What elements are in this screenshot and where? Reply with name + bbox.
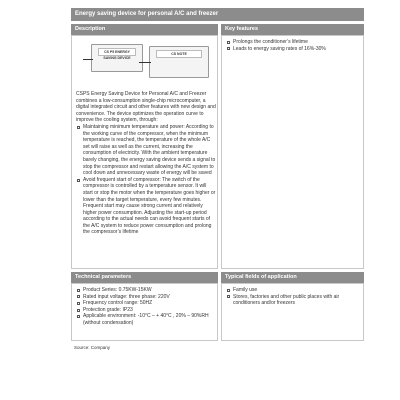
technical-panel (71, 283, 218, 341)
device-right (149, 46, 209, 78)
description-panel (71, 35, 218, 269)
list-item: Prolongs the conditioner’s lifetime (226, 39, 361, 46)
list-item: Leads to energy saving rates of 16%-30% (226, 46, 361, 53)
device-right-label: CS NOTE (156, 50, 202, 58)
list-item: Protection grade: IP23 (76, 307, 216, 314)
list-item: Maintaining minimum temperature and power: According to the working curve of the compressor, when the minimum temperature is reached, the temperature of the whole A/C set will raise as well as the current, increasing the consumption of electricity. With the ambient temperature barely changing, the energy saving device sends a signal to stop the compressor and restart allowing the A/C system to cool down and unnecessary waste of energy will be saved (76, 124, 216, 177)
key-features-list (226, 39, 361, 52)
description-header: Description (71, 24, 218, 35)
description-body (76, 91, 216, 236)
device-wire (83, 59, 93, 60)
page (71, 8, 364, 396)
typical-header: Typical fields of application (221, 272, 364, 283)
typical-list (226, 287, 361, 307)
key-features-header: Key features (221, 24, 364, 35)
typical-panel (221, 283, 364, 341)
list-item: Product Series: 0.75KW-15KW (76, 287, 216, 294)
list-item: Rated input voltage: three phase: 220V (76, 294, 216, 301)
list-item: Applicable environment: -10°C – + 40°C , 20% – 90%RH (without condensation) (76, 313, 216, 326)
description-list (76, 124, 216, 236)
list-item: Frequency control range: 50HZ (76, 300, 216, 307)
list-item: Family use (226, 287, 361, 294)
source-note: Source: Company (74, 345, 111, 350)
device-wire (139, 62, 151, 63)
device-left-label: CS P5 ENERGY SAVING DEVICE (98, 48, 136, 56)
key-features-panel (221, 35, 364, 269)
technical-list (76, 287, 216, 327)
list-item: Stores, factories and other public places with air conditioners and/or freezers (226, 294, 361, 307)
list-item: Avoid frequent start of compressor: The switch of the compressor is controlled by a temperature sensor. It will start or stop the motor when the temperature goes higher or lower than the target temperature, every few minutes. Frequent start may cause strong current and relatively higher power consumption. Adjusting the start-up period according to the actual needs can avoid frequent starts of the A/C system to reduce power consumption and prolong the compressor’s lifetime (76, 177, 216, 236)
technical-header: Technical parameters (71, 272, 218, 283)
description-intro: CSPS Energy Saving Device for Personal A/C and Freezer combines a low-consumption single-chip microcomputer, a digital integrated circuit and other features with new design and convenience. The device optimizes the operation curve to improve the cooling system, through: (76, 91, 216, 124)
page-title: Energy saving device for personal A/C and freezer (71, 8, 364, 21)
device-left (91, 44, 143, 72)
device-image (79, 38, 211, 83)
